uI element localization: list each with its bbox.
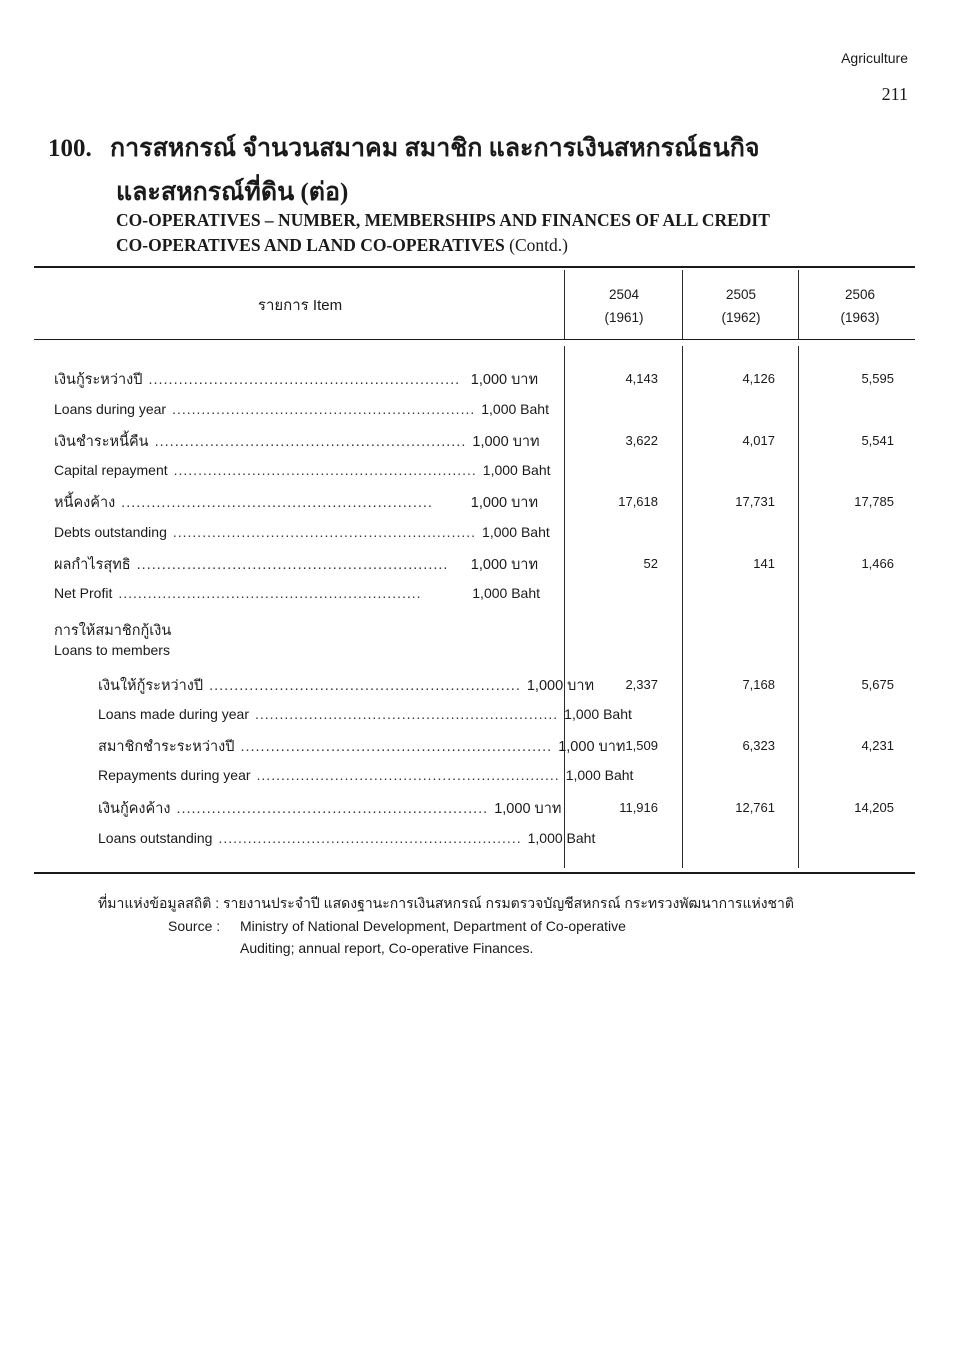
year-be: 2505	[725, 287, 757, 302]
source-note-english-line2: Auditing; annual report, Co-operative Finances.	[240, 940, 534, 956]
table-cell: 1,466	[861, 556, 894, 571]
section-name: Agriculture	[841, 50, 908, 66]
table-cell: 141	[753, 556, 775, 571]
table-cell: 5,541	[861, 433, 894, 448]
item-column-header: รายการ Item	[257, 297, 343, 314]
row-label-english: Debts outstanding .............................................................. 1,000 Baht	[54, 524, 550, 540]
table-cell: 4,231	[861, 738, 894, 753]
row-label-english: Loans during year .............................................................. 1,000 Baht	[54, 401, 549, 417]
row-label-thai: เงินกู้คงค้าง .............................................................. 1,000 บาท	[98, 801, 562, 817]
table-cell: 5,595	[861, 371, 894, 386]
year-ad: (1962)	[721, 310, 761, 325]
table-title-thai-line1	[48, 128, 760, 168]
row-label-english: Loans outstanding .............................................................. 1,000 Baht	[98, 830, 596, 846]
table-cell: 3,622	[625, 433, 658, 448]
year-be: 2506	[844, 287, 876, 302]
table-cell: 7,168	[742, 677, 775, 692]
title-contd: (Contd.)	[509, 235, 568, 255]
year-ad: (1961)	[604, 310, 644, 325]
row-label-thai: ผลกำไรสุทธิ .............................................................. 1,000 บาท	[54, 557, 538, 573]
row-label-thai: เงินกู้ระหว่างปี .............................................................. 1,000 บาท	[54, 372, 538, 388]
table-bottom-rule	[34, 872, 915, 874]
year-be: 2504	[608, 287, 640, 302]
source-label: Source :	[168, 918, 221, 934]
table-cell: 4,143	[625, 371, 658, 386]
page-number: 211	[881, 84, 908, 104]
column-divider	[682, 270, 683, 339]
table-cell: 5,675	[861, 677, 894, 692]
table-cell: 17,618	[618, 494, 658, 509]
table-cell: 6,323	[742, 738, 775, 753]
source-note-english-line1: Ministry of National Development, Department of Co-operative	[240, 918, 626, 934]
row-label-english: Repayments during year .............................................................. 1,000 Baht	[98, 767, 634, 783]
table-cell: 2,337	[625, 677, 658, 692]
table-title-thai-line2: และสหกรณ์ที่ดิน (ต่อ)	[116, 179, 349, 206]
title-en-line2: CO-OPERATIVES AND LAND CO-OPERATIVES	[116, 235, 505, 255]
table-cell: 4,017	[742, 433, 775, 448]
table-cell: 11,916	[619, 800, 658, 815]
column-divider	[798, 346, 799, 868]
title-thai-text-1: การสหกรณ์ จำนวนสมาคม สมาชิก และการเงินสหกรณ์ธนกิจ	[110, 135, 760, 162]
row-label-thai: หนี้คงค้าง .............................................................. 1,000 บาท	[54, 495, 538, 511]
table-cell: 17,785	[854, 494, 894, 509]
year-ad: (1963)	[840, 310, 880, 325]
group-label-thai: การให้สมาชิกกู้เงิน	[54, 623, 172, 639]
table-cell: 17,731	[735, 494, 775, 509]
column-divider	[564, 270, 565, 339]
table-header-rule	[34, 339, 915, 340]
column-divider	[682, 346, 683, 868]
group-label-english: Loans to members	[54, 642, 170, 658]
row-label-thai: สมาชิกชำระระหว่างปี .............................................................. 1,000 บาท	[98, 739, 626, 755]
column-header-2504	[566, 283, 682, 329]
column-divider	[798, 270, 799, 339]
table-cell: 14,205	[854, 800, 894, 815]
table-top-rule	[34, 266, 915, 268]
table-number: 100.	[48, 135, 92, 162]
table-cell: 1,509	[625, 738, 658, 753]
row-label-english: Loans made during year .............................................................. 1,000 Baht	[98, 706, 632, 722]
row-label-english: Capital repayment .............................................................. 1,000 Baht	[54, 462, 551, 478]
table-cell: 52	[643, 556, 658, 571]
table-title-english	[116, 208, 770, 258]
table-cell: 4,126	[742, 371, 775, 386]
source-note-thai: ที่มาแห่งข้อมูลสถิติ : รายงานประจำปี แสดงฐานะการเงินสหกรณ์ กรมตรวจบัญชีสหกรณ์ กระทรวงพัฒนาการแห่งชาติ	[98, 895, 794, 911]
row-label-english: Net Profit .............................................................. 1,000 Baht	[54, 585, 540, 601]
column-header-2506	[800, 283, 920, 329]
title-en-line1: CO-OPERATIVES – NUMBER, MEMBERSHIPS AND FINANCES OF ALL CREDIT	[116, 210, 770, 230]
column-divider	[564, 346, 565, 868]
row-label-thai: เงินชำระหนี้คืน .............................................................. 1,000 บาท	[54, 434, 540, 450]
column-header-2505	[684, 283, 798, 329]
row-label-thai: เงินให้กู้ระหว่างปี .............................................................. 1,000 บาท	[98, 678, 595, 694]
table-cell: 12,761	[735, 800, 775, 815]
